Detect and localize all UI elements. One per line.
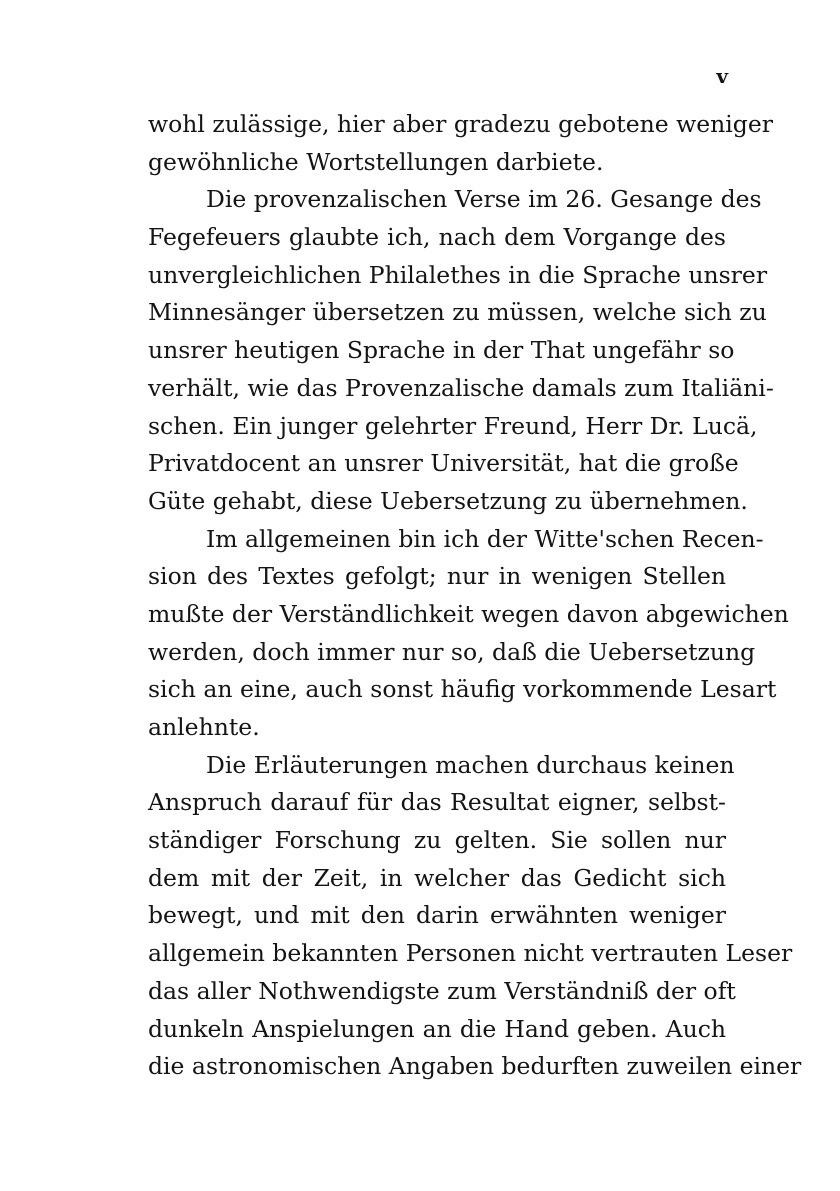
text-line: schen. Ein junger gelehrter Freund, Herr Dr. Lucä, <box>148 411 758 440</box>
text-line: unsrer heutigen Sprache in der That ungefähr so <box>148 336 735 365</box>
text-line: bewegt, und mit den darin erwähnten weniger <box>148 901 726 930</box>
paragraph-first-line: Im allgemeinen bin ich der Witte'schen Recen- <box>206 524 764 553</box>
body-text <box>148 106 802 1086</box>
text-line: allgemein bekannten Personen nicht vertrauten Leser <box>148 939 793 968</box>
paragraph-first-line: Die Erläuterungen machen durchaus keinen <box>206 750 735 779</box>
text-line: verhält, wie das Provenzalische damals zum Italiäni- <box>148 373 774 402</box>
text-line: unvergleichlichen Philalethes in die Sprache unsrer <box>148 260 768 289</box>
text-line: Minnesänger übersetzen zu müssen, welche sich zu <box>148 298 767 327</box>
text-line: gewöhnliche Wortstellungen darbiete. <box>148 147 604 176</box>
text-line: Fegefeuers glaubte ich, nach dem Vorgange des <box>148 223 726 252</box>
text-line: das aller Nothwendigste zum Verständniß der oft <box>148 976 736 1005</box>
text-line: Güte gehabt, diese Uebersetzung zu übernehmen. <box>148 486 748 515</box>
text-line: anlehnte. <box>148 713 260 741</box>
paragraph-first-line: Die provenzalischen Verse im 26. Gesange des <box>206 185 762 214</box>
text-line: die astronomischen Angaben bedurften zuweilen einer <box>148 1052 802 1081</box>
text-line: werden, doch immer nur so, daß die Uebersetzung <box>148 637 756 666</box>
text-line: dem mit der Zeit, in welcher das Gedicht sich <box>148 863 726 892</box>
text-line: ständiger Forschung zu gelten. Sie sollen nur <box>148 826 726 855</box>
text-line: wohl zulässige, hier aber gradezu gebotene weniger <box>148 110 773 138</box>
text-line: sion des Textes gefolgt; nur in wenigen Stellen <box>148 562 726 591</box>
page-number: v <box>716 64 728 88</box>
text-line: Privatdocent an unsrer Universität, hat die große <box>148 449 739 478</box>
text-line: dunkeln Anspielungen an die Hand geben. Auch <box>148 1014 726 1043</box>
text-line: Anspruch darauf für das Resultat eigner, selbst- <box>148 788 726 817</box>
text-line: sich an eine, auch sonst häufig vorkommende Lesart <box>148 675 777 704</box>
text-line: mußte der Verständlichkeit wegen davon abgewichen <box>148 599 789 628</box>
